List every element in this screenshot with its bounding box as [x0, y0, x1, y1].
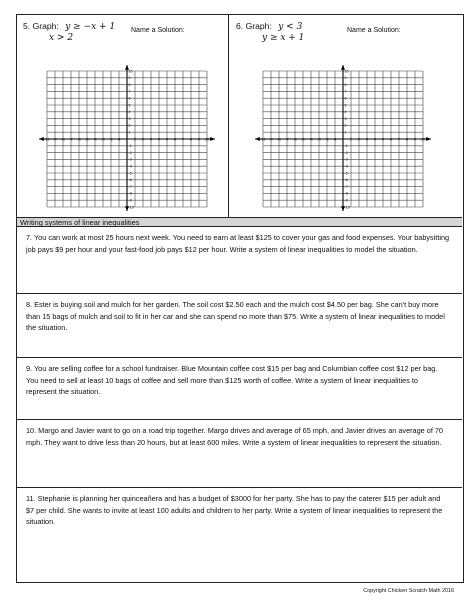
- y-tick-label: 6: [128, 96, 131, 101]
- inequality-2: y ≥ x + 1: [262, 33, 305, 43]
- problem-11: [17, 488, 462, 582]
- y-tick-label: 9: [344, 76, 347, 81]
- x-tick-label: -4: [93, 137, 97, 142]
- x-tick-label: 4: [374, 137, 376, 142]
- x-tick-label: -3: [101, 137, 105, 142]
- problem-8: [17, 294, 462, 358]
- problem-7: [17, 227, 462, 294]
- axis-arrowhead: [39, 137, 44, 141]
- graph-word: Graph:: [245, 21, 272, 31]
- x-tick-label: 2: [358, 137, 360, 142]
- y-tick-label: 1: [344, 130, 347, 135]
- x-tick-label: -9: [53, 137, 57, 142]
- y-tick-label: -8: [128, 191, 132, 196]
- x-tick-label: -3: [317, 137, 321, 142]
- y-tick-label: 4: [344, 110, 347, 115]
- problem-text: 7. You can work at most 25 hours next week. You need to earn at least $125 to cover your gas and food expenses. Your babysitting job pays $9 per hour and your fast-food job pays $12 per hour. Write a system of linear inequalities to model the situation.: [26, 233, 450, 254]
- y-tick-label: -1: [344, 144, 348, 149]
- x-tick-label: 1: [350, 137, 352, 142]
- problem-number: 5.: [23, 21, 31, 31]
- y-tick-label: 10: [128, 69, 133, 74]
- graph-row: [17, 15, 462, 217]
- x-tick-label: 10: [421, 137, 425, 142]
- y-tick-label: 8: [344, 82, 347, 87]
- x-tick-label: -6: [293, 137, 297, 142]
- x-tick-label: -2: [109, 137, 113, 142]
- problem-9: [17, 358, 462, 420]
- y-tick-label: -5: [344, 171, 348, 176]
- graph-problem-5: [17, 15, 229, 217]
- problem-text: 10. Margo and Javier want to go on a road trip together. Margo drives and average of 65 mph, and Javier drives an average of 70 mph. They want to drive less than 20 hours, but at least 600 miles. Write a system of linear inequalities to represent the situation.: [26, 426, 443, 447]
- axis-arrowhead: [255, 137, 260, 141]
- x-tick-label: 3: [366, 137, 368, 142]
- x-tick-label: -10: [44, 137, 50, 142]
- x-tick-label: 7: [182, 137, 184, 142]
- y-tick-label: 4: [128, 110, 131, 115]
- name-a-solution-label: Name a Solution:: [131, 27, 185, 34]
- y-tick-label: 2: [128, 123, 131, 128]
- graph-6-label: [236, 21, 304, 44]
- worksheet: [16, 14, 464, 583]
- problem-number: 6.: [236, 21, 244, 31]
- x-tick-label: 6: [390, 137, 392, 142]
- x-tick-label: 2: [142, 137, 144, 142]
- y-tick-label: 5: [344, 103, 347, 108]
- y-tick-label: -2: [344, 150, 348, 155]
- y-tick-label: -9: [128, 198, 132, 203]
- y-tick-label: 3: [128, 116, 131, 121]
- x-tick-label: 4: [158, 137, 160, 142]
- y-tick-label: 2: [344, 123, 347, 128]
- x-tick-label: 3: [150, 137, 152, 142]
- x-tick-label: -1: [333, 137, 337, 142]
- x-tick-label: 10: [205, 137, 209, 142]
- y-tick-label: 3: [344, 116, 347, 121]
- name-a-solution-label: Name a Solution:: [347, 27, 401, 34]
- graph-problem-6: [229, 15, 462, 217]
- y-tick-label: -10: [344, 205, 350, 210]
- y-tick-label: -7: [128, 184, 132, 189]
- y-tick-label: -10: [128, 205, 134, 210]
- y-tick-label: 10: [344, 69, 349, 74]
- y-tick-label: -4: [128, 164, 132, 169]
- coordinate-grid-5[interactable]: [35, 63, 215, 213]
- x-tick-label: -1: [117, 137, 121, 142]
- y-tick-label: 9: [128, 76, 131, 81]
- y-tick-label: -6: [344, 178, 348, 183]
- x-tick-label: -8: [61, 137, 65, 142]
- inequality-2: x > 2: [49, 33, 74, 43]
- x-tick-label: 7: [398, 137, 400, 142]
- y-tick-label: 8: [128, 82, 131, 87]
- x-tick-label: 5: [382, 137, 384, 142]
- y-tick-label: 6: [344, 96, 347, 101]
- x-tick-label: 5: [166, 137, 168, 142]
- x-tick-label: -2: [325, 137, 329, 142]
- x-tick-label: 6: [174, 137, 176, 142]
- x-tick-label: -4: [309, 137, 313, 142]
- y-tick-label: -8: [344, 191, 348, 196]
- y-tick-label: -6: [128, 178, 132, 183]
- problem-10: [17, 420, 462, 488]
- graph-5-label: [23, 21, 115, 44]
- problem-text: 9. You are selling coffee for a school fundraiser. Blue Mountain coffee cost $15 per bag and Columbian coffee cost $12 per bag. You need to sell at least 10 bags of coffee and sell more than $125 worth of coffee. Write a system of linear inequalities to represent the situation.: [26, 364, 438, 397]
- problem-text: 11. Stephanie is planning her quinceañera and has a budget of $3000 for her party. She has to pay the caterer $15 per adult and $7 per child. She wants to invite at least 100 adults and children to her party. Write a system of linear inequalities to represent the situation.: [26, 494, 443, 527]
- graph-word: Graph:: [32, 21, 59, 31]
- x-tick-label: -8: [277, 137, 281, 142]
- y-tick-label: -3: [128, 157, 132, 162]
- x-tick-label: 8: [406, 137, 408, 142]
- x-tick-label: -7: [285, 137, 289, 142]
- x-tick-label: -10: [260, 137, 266, 142]
- y-tick-label: 5: [128, 103, 131, 108]
- y-tick-label: -7: [344, 184, 348, 189]
- inequality-1: y ≥ −x + 1: [65, 22, 116, 32]
- x-tick-label: 9: [198, 137, 200, 142]
- y-tick-label: -3: [344, 157, 348, 162]
- axis-arrowhead: [426, 137, 431, 141]
- y-tick-label: -2: [128, 150, 132, 155]
- x-tick-label: -7: [69, 137, 73, 142]
- x-tick-label: 9: [414, 137, 416, 142]
- y-tick-label: -4: [344, 164, 348, 169]
- x-tick-label: 1: [134, 137, 136, 142]
- x-tick-label: -6: [77, 137, 81, 142]
- y-tick-label: 7: [128, 89, 131, 94]
- x-tick-label: -5: [301, 137, 305, 142]
- copyright-footer: Copyright Chicken Scratch Math 2016: [363, 588, 454, 594]
- coordinate-grid-6[interactable]: [251, 63, 431, 213]
- inequality-1: y < 3: [278, 22, 303, 32]
- y-tick-label: 7: [344, 89, 347, 94]
- axis-arrowhead: [210, 137, 215, 141]
- y-tick-label: 1: [128, 130, 131, 135]
- problem-text: 8. Ester is buying soil and mulch for her garden. The soil cost $2.50 each and the mulch cost $4.50 per bag. She can't buy more than 15 bags of mulch and soil to fit in her car and she can spend no more than $75. Write a system of linear inequalities to model the situation.: [26, 300, 445, 333]
- x-tick-label: -5: [85, 137, 89, 142]
- x-tick-label: -9: [269, 137, 273, 142]
- y-tick-label: -1: [128, 144, 132, 149]
- y-tick-label: -9: [344, 198, 348, 203]
- section-heading: Writing systems of linear inequalities: [17, 217, 462, 227]
- y-tick-label: -5: [128, 171, 132, 176]
- x-tick-label: 8: [190, 137, 192, 142]
